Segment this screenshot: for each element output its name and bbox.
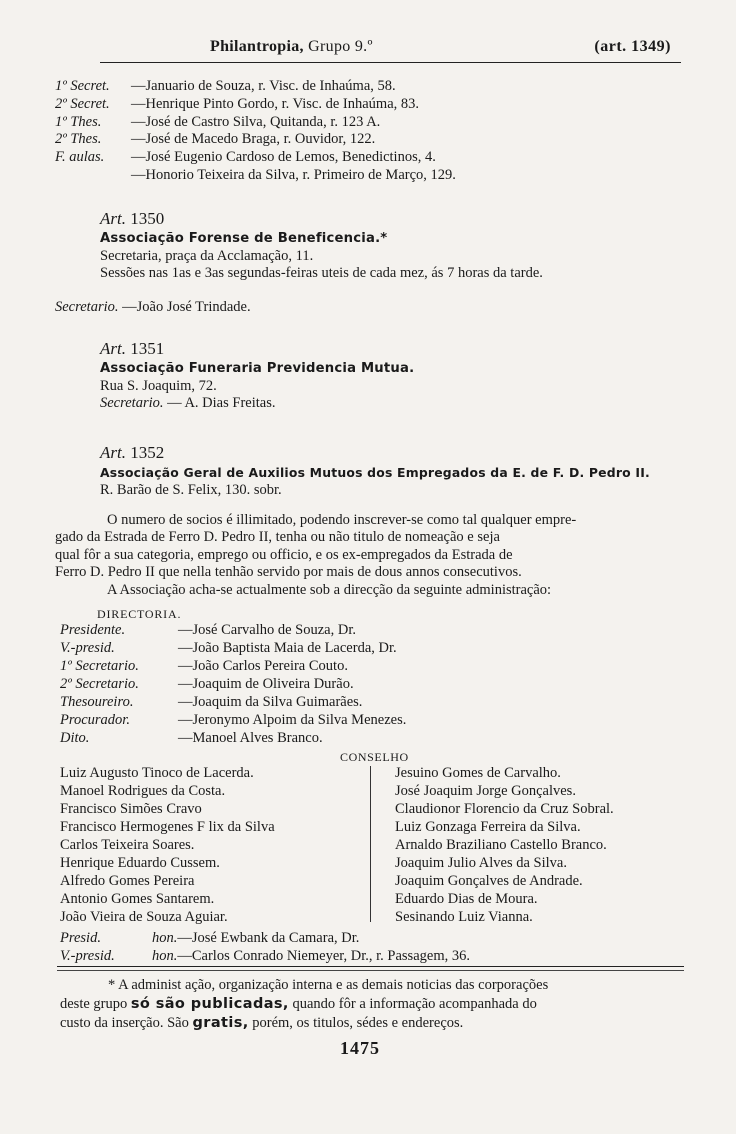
officer-row: 1º Secret. —Januario de Souza, r. Visc. de Inhaúma, 58. [55, 78, 396, 94]
council-member: Eduardo Dias de Moura. [395, 891, 538, 907]
administration-intro: A Associação acha-se actualmente sob a direcção da seguinte administração: [107, 581, 552, 598]
paragraph-line: O numero de socios é illimitado, podendo inscrever-se como tal qualquer empre- [107, 512, 577, 528]
footnote-rule-thin [57, 970, 684, 971]
officer-row: 2º Secret. —Henrique Pinto Gordo, r. Visc. de Inhaúma, 83. [55, 95, 420, 112]
header-rule [100, 62, 681, 63]
paragraph-line: Ferro D. Pedro II que nella tenhão servido por mais de dous annos consecutivos. [55, 564, 522, 581]
council-member: Joaquim Julio Alves da Silva. [395, 855, 567, 871]
directoria-row: Procurador. —Jeronymo Alpoim da Silva Menezes. [60, 712, 407, 728]
council-member: Carlos Teixeira Soares. [60, 837, 195, 853]
honorary-row: Presid. hon.—José Ewbank da Camara, Dr. [60, 930, 360, 946]
officer-row: 1º Thes. —José de Castro Silva, Quitanda, r. 123 A. [55, 113, 381, 130]
directoria-row: Thesoureiro. —Joaquim da Silva Guimarães. [60, 694, 363, 710]
council-member: Francisco Simões Cravo [60, 801, 202, 817]
conselho-left-column [60, 765, 360, 927]
article-1350 [100, 210, 700, 283]
footnote-line: custo da inserção. São gratis, porém, os titulos, sédes e endereços. [60, 1015, 464, 1031]
association-name: Associação Forense de Beneficencia.* [100, 231, 388, 247]
directoria-row: V.-presid. —João Baptista Maia de Lacerda, Dr. [60, 640, 397, 656]
honorary-officers [60, 930, 700, 966]
directoria-title: DIRECTORIA. [97, 607, 182, 621]
honorary-row: V.-presid. hon.—Carlos Conrado Niemeyer, Dr., r. Passagem, 36. [60, 948, 470, 964]
council-member: Sesinando Luiz Vianna. [395, 909, 533, 925]
membership-paragraph [55, 512, 690, 599]
association-name: Associação Geral de Auxilios Mutuos dos Empregados da E. de F. D. Pedro II. [100, 465, 650, 481]
article-heading: Art. 1351 [100, 339, 165, 358]
council-member: Luiz Gonzaga Ferreira da Silva. [395, 819, 581, 835]
council-member: Antonio Gomes Santarem. [60, 891, 215, 907]
conselho-right-column [395, 765, 695, 927]
council-member: Claudionor Florencio da Cruz Sobral. [395, 801, 614, 817]
article-heading: Art. 1350 [100, 209, 165, 228]
council-member: Arnaldo Braziliano Castello Branco. [395, 837, 607, 853]
directoria-list [60, 622, 520, 748]
footnote-rule [57, 966, 684, 967]
paragraph-line: gado da Estrada de Ferro D. Pedro II, tenha ou não titulo de nomeação e seja [55, 529, 500, 546]
council-member: Jesuino Gomes de Carvalho. [395, 765, 561, 781]
council-member: Luiz Augusto Tinoco de Lacerda. [60, 765, 254, 781]
council-member: Manoel Rodrigues da Costa. [60, 783, 226, 799]
association-address: Secretaria, praça da Acclamação, 11. [100, 247, 314, 264]
footnote [60, 976, 690, 1033]
directoria-row: 2º Secretario. —Joaquim de Oliveira Durão. [60, 676, 354, 692]
conselho-title: CONSELHO [340, 750, 409, 764]
officer-row: 2º Thes. —José de Macedo Braga, r. Ouvidor, 122. [55, 131, 376, 148]
directoria-row: 1º Secretario. —João Carlos Pereira Couto. [60, 658, 348, 674]
council-member: Alfredo Gomes Pereira [60, 873, 195, 889]
association-name: Associação Funeraria Previdencia Mutua. [100, 361, 415, 377]
page-number: 1475 [340, 1038, 380, 1058]
officer-row: —Honorio Teixeira da Silva, r. Primeiro de Março, 129. [131, 166, 456, 183]
column-brace [370, 766, 385, 922]
council-member: Henrique Eduardo Cussem. [60, 855, 220, 871]
article-1352 [100, 444, 700, 499]
footnote-line: deste grupo só são publicadas, quando fôr a informação acompanhada do [60, 996, 537, 1012]
header-title: Philantropia, Grupo 9.º [210, 38, 373, 55]
council-member: Francisco Hermogenes F lix da Silva [60, 819, 275, 835]
header-article-ref: (art. 1349) [594, 38, 671, 55]
officers-continued [55, 78, 695, 185]
running-header [100, 38, 671, 60]
secretary-line: Secretario. — A. Dias Freitas. [100, 395, 276, 412]
directoria-row: Dito. —Manoel Alves Branco. [60, 730, 323, 746]
article-heading: Art. 1352 [100, 443, 165, 462]
secretary-line: Secretario. —João José Trindade. [55, 299, 251, 315]
paragraph-line: qual fôr a sua categoria, emprego ou officio, e os ex-empregados da Estrada de [55, 546, 513, 563]
officer-row: F. aulas. —José Eugenio Cardoso de Lemos, Benedictinos, 4. [55, 149, 436, 166]
article-1351 [100, 340, 700, 413]
association-address: R. Barão de S. Felix, 130. sobr. [100, 481, 282, 498]
session-schedule: Sessões nas 1as e 3as segundas-feiras uteis de cada mez, ás 7 horas da tarde. [100, 265, 543, 282]
council-member: Joaquim Gonçalves de Andrade. [395, 873, 583, 889]
directoria-row: Presidente. —José Carvalho de Souza, Dr. [60, 622, 356, 638]
footnote-line: * A administ ação, organização interna e as demais noticias das corporações [108, 977, 549, 993]
council-member: José Joaquim Jorge Gonçalves. [395, 783, 576, 799]
association-address: Rua S. Joaquim, 72. [100, 377, 217, 394]
council-member: João Vieira de Souza Aguiar. [60, 909, 228, 925]
